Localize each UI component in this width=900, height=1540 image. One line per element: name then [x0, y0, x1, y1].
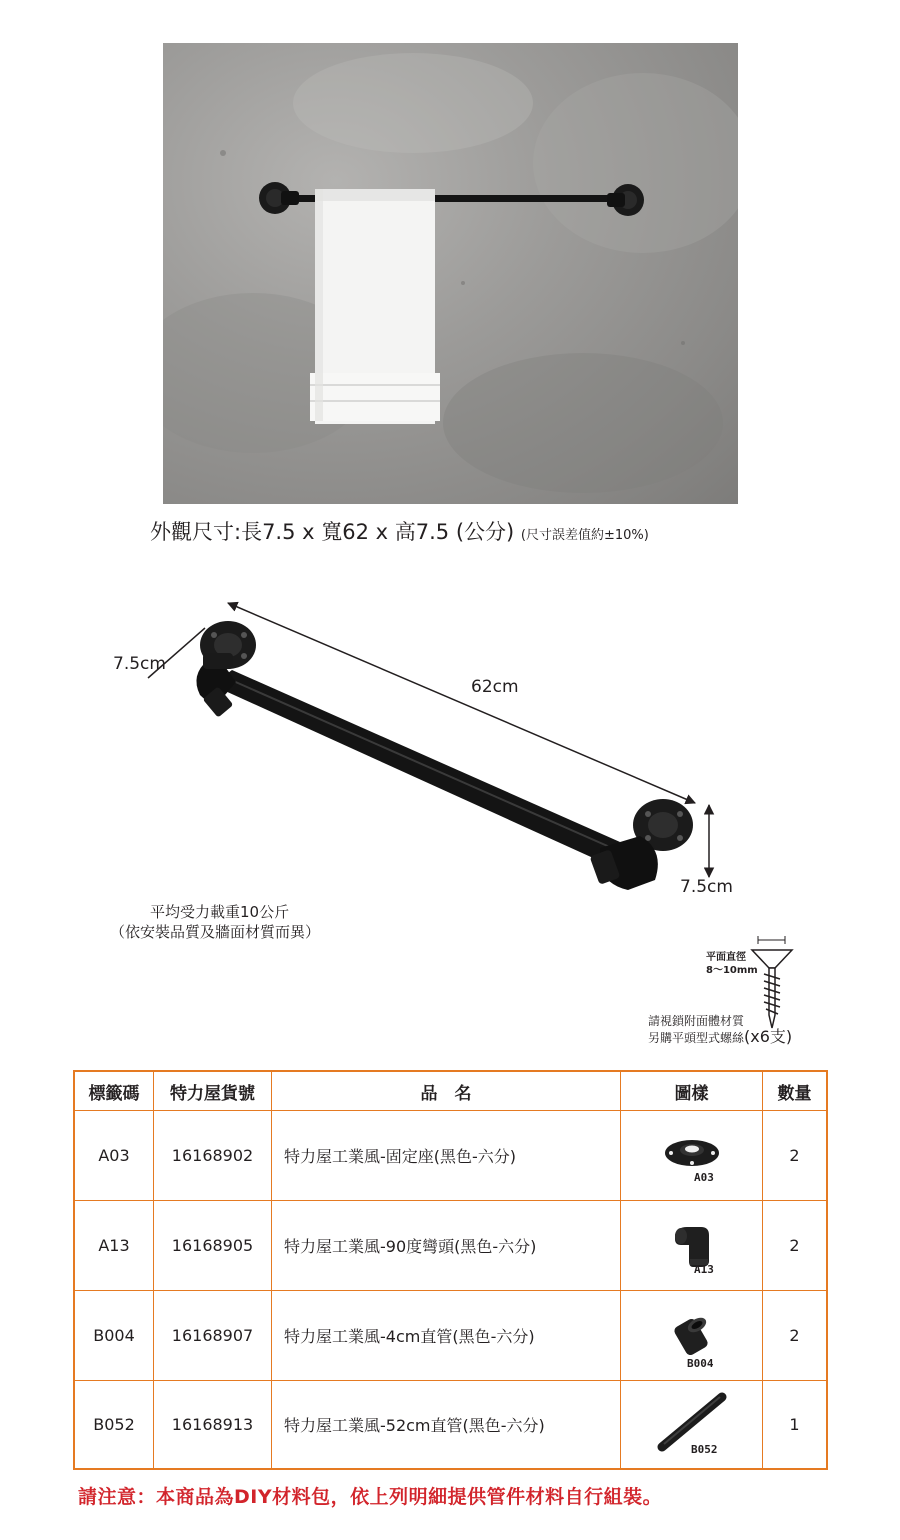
row-name: 特力屋工業風-4cm直管(黑色-六分): [272, 1291, 621, 1381]
dimension-diagram: [0, 590, 900, 1060]
screw-diameter-value: 8～10mm: [706, 965, 758, 976]
part-code: A13: [694, 1263, 714, 1276]
tolerance-text: (尺寸誤差值約±10%): [520, 528, 649, 543]
towel-bar-drawing: [196, 621, 693, 890]
row-sku: 16168902: [154, 1111, 272, 1201]
row-sku: 16168913: [154, 1381, 272, 1469]
row-name: 特力屋工業風-90度彎頭(黑色-六分): [272, 1201, 621, 1291]
header-name: 品 名: [272, 1071, 621, 1111]
screw-note-line2: 另購平頭型式螺絲: [648, 1031, 745, 1045]
row-image: [621, 1201, 763, 1291]
short-pipe-icon: [667, 1311, 717, 1361]
assembly-notice: 請注意：本商品為DIY材料包，依上列明細提供管件材料自行組裝。: [78, 1486, 663, 1508]
screw-quantity: (x6支): [744, 1027, 793, 1046]
towel: [310, 189, 440, 424]
row-sku: 16168907: [154, 1291, 272, 1381]
product-photo: [163, 43, 738, 504]
row-quantity: 2: [763, 1111, 828, 1201]
screw-diameter-note: [706, 951, 758, 977]
row-image: [621, 1111, 763, 1201]
header-image: 圖樣: [621, 1071, 763, 1111]
part-code: A03: [694, 1171, 714, 1184]
load-capacity-text: 平均受力載重10公斤: [150, 903, 290, 921]
screw-note: [648, 1013, 792, 1046]
load-condition-text: （依安裝品質及牆面材質而異）: [110, 923, 321, 941]
table-header-row: [74, 1071, 827, 1111]
header-quantity: 數量: [763, 1071, 828, 1111]
row-label: B052: [74, 1381, 154, 1469]
table-row: [74, 1291, 827, 1381]
depth-label: 7.5cm: [113, 654, 166, 674]
screw-note-line1: 請視鎖附面體材質: [648, 1014, 745, 1028]
row-label: B004: [74, 1291, 154, 1381]
height-label: 7.5cm: [680, 877, 733, 897]
table-row: [74, 1201, 827, 1291]
table-row: [74, 1111, 827, 1201]
dimensions-caption: [150, 516, 649, 546]
row-name: 特力屋工業風-52cm直管(黑色-六分): [272, 1381, 621, 1469]
header-label-code: 標籤碼: [74, 1071, 154, 1111]
dimensions-text: 外觀尺寸:長7.5 x 寬62 x 高7.5 (公分): [150, 520, 515, 544]
length-label: 62cm: [471, 677, 519, 697]
row-label: A03: [74, 1111, 154, 1201]
table-row: [74, 1381, 827, 1469]
row-image: [621, 1291, 763, 1381]
screw-diameter-title: 平面直徑: [706, 952, 746, 963]
row-label: A13: [74, 1201, 154, 1291]
parts-table: [73, 1070, 828, 1470]
part-code: B004: [687, 1357, 714, 1370]
row-image: [621, 1381, 763, 1469]
part-code: B052: [691, 1443, 718, 1456]
row-name: 特力屋工業風-固定座(黑色-六分): [272, 1111, 621, 1201]
row-quantity: 1: [763, 1381, 828, 1469]
row-sku: 16168905: [154, 1201, 272, 1291]
header-sku: 特力屋貨號: [154, 1071, 272, 1111]
row-quantity: 2: [763, 1201, 828, 1291]
row-quantity: 2: [763, 1291, 828, 1381]
load-note: [110, 902, 321, 942]
